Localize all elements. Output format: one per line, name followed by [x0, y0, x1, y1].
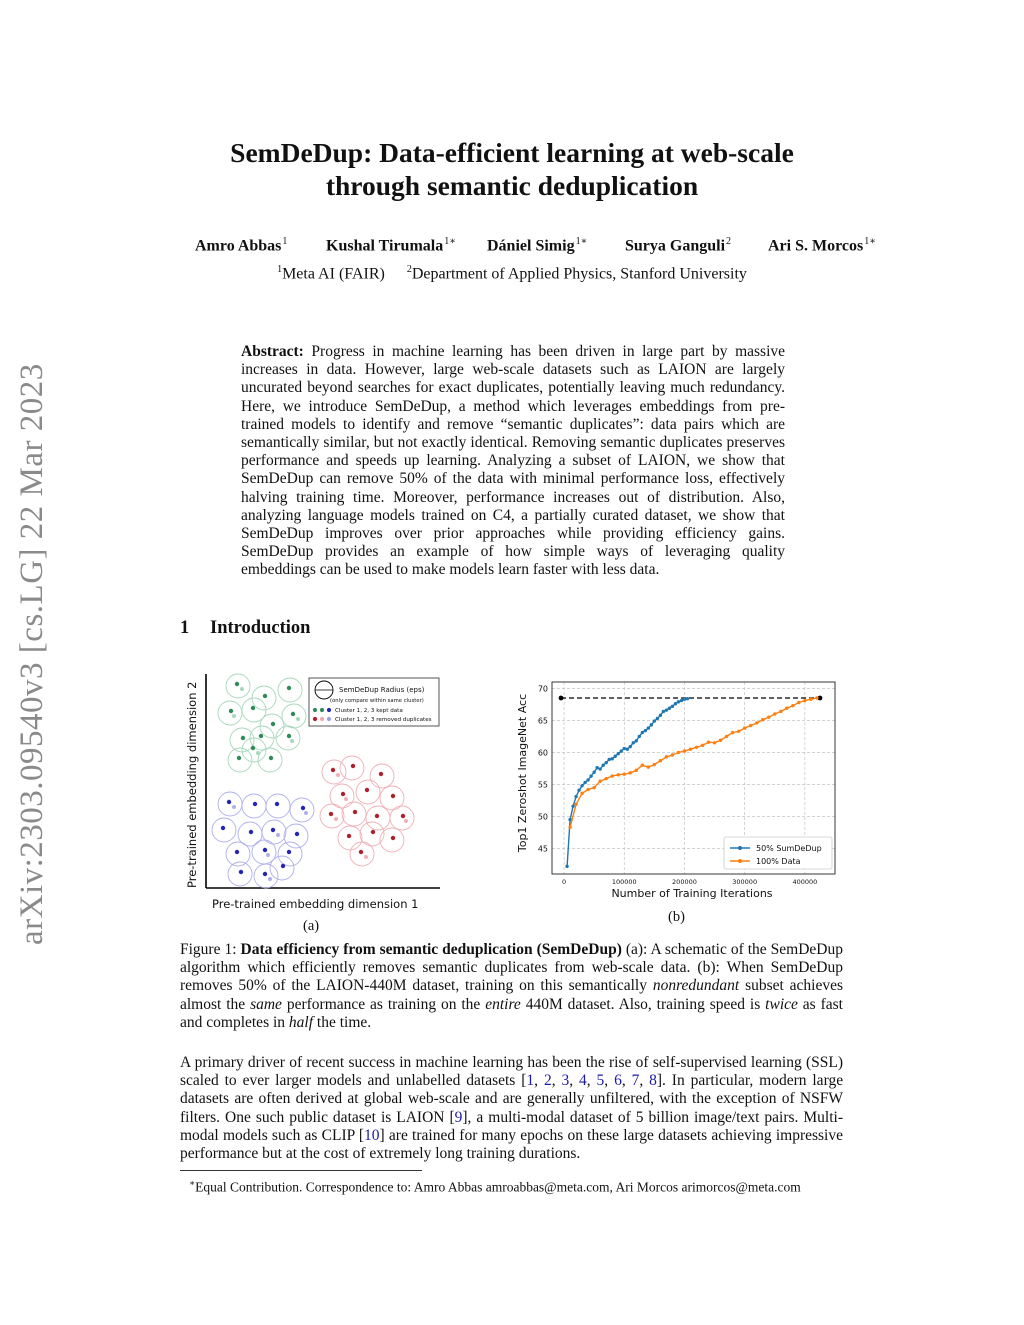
affiliations: $^1$Meta AI (FAIR) $^2$Department of Applied Physics, Stanford University [277, 264, 747, 283]
x-tick-label: 100000 [611, 878, 637, 886]
author: Kushal Tirumala$^{1∗}$ [326, 236, 457, 255]
data-point [629, 745, 632, 748]
data-point [598, 767, 601, 770]
chart-xlabel: Number of Training Iterations [611, 887, 773, 900]
legend-removed-dot [313, 717, 317, 721]
data-point [571, 804, 574, 807]
removed-point [268, 877, 272, 881]
data-point [797, 701, 800, 704]
kept-point [259, 734, 263, 738]
figure-b-chart [510, 670, 845, 905]
eps-radius-circle [278, 678, 302, 702]
kept-point [275, 802, 279, 806]
data-point [644, 729, 647, 732]
data-point [580, 784, 583, 787]
eps-radius-circle [254, 864, 278, 888]
kept-point [239, 870, 243, 874]
removed-point [290, 739, 294, 743]
data-point [761, 718, 764, 721]
kept-point [227, 800, 231, 804]
kept-point [251, 746, 255, 750]
kept-point [221, 826, 225, 830]
legend-label-2: 100% Data [756, 857, 801, 866]
data-point [686, 697, 689, 700]
title-line-2: through semantic deduplication [325, 170, 699, 201]
kept-point [287, 734, 291, 738]
removed-point [296, 717, 300, 721]
data-point [755, 721, 758, 724]
data-point [577, 788, 580, 791]
x-tick-label: 300000 [732, 878, 758, 886]
citation-link[interactable]: 8 [649, 1072, 657, 1090]
eps-radius-circle [270, 856, 294, 880]
subfigure-b-label: (b) [668, 909, 685, 925]
eps-radius-circle [380, 828, 404, 852]
data-point [632, 741, 635, 744]
data-point [809, 698, 812, 701]
kept-point [365, 788, 369, 792]
data-point [611, 757, 614, 760]
data-point [565, 865, 568, 868]
removed-point [344, 797, 348, 801]
author: Dániel Simig$^{1∗}$ [487, 236, 588, 255]
data-point [737, 730, 740, 733]
kept-point [331, 768, 335, 772]
data-point [620, 749, 623, 752]
data-point [683, 698, 686, 701]
kept-point [263, 872, 267, 876]
eps-radius-circle [322, 760, 346, 784]
legend-title: SemDeDup Radius (eps) [339, 686, 425, 694]
citation-link[interactable]: 10 [364, 1126, 380, 1144]
kept-point [351, 764, 355, 768]
data-point [719, 739, 722, 742]
affiliation: Meta AI (FAIR) [282, 265, 385, 283]
data-point [791, 704, 794, 707]
data-point [583, 781, 586, 784]
data-point [611, 774, 614, 777]
data-point [614, 755, 617, 758]
x-tick-label: 0 [561, 878, 567, 886]
data-point [662, 710, 665, 713]
data-point [767, 716, 770, 719]
y-tick-label: 50 [537, 812, 548, 822]
kept-point [291, 712, 295, 716]
data-point [665, 755, 668, 758]
eps-radius-circle [390, 806, 414, 830]
fig-a-legend [309, 678, 439, 726]
citation-link[interactable]: 3 [561, 1072, 570, 1090]
kept-point [359, 850, 363, 854]
data-point [725, 735, 728, 738]
data-point [626, 748, 629, 751]
data-point [589, 774, 592, 777]
affiliation: Department of Applied Physics, Stanford University [411, 265, 747, 283]
kept-point [249, 830, 253, 834]
footnote: ∗Equal Contribution. Correspondence to: Amro Abbas amroabbas@meta.com, Ari Morcos arimorcos@meta.com [189, 1178, 801, 1195]
kept-point [263, 848, 267, 852]
x-tick-label: 200000 [672, 878, 697, 886]
reference-point [559, 696, 564, 701]
fig-a-xlabel: Pre-trained embedding dimension 1 [212, 897, 419, 911]
section-heading: 1 Introduction [180, 618, 311, 638]
data-point [689, 748, 692, 751]
kept-point [371, 830, 375, 834]
eps-radius-circle [284, 824, 308, 848]
eps-radius-circle [276, 726, 300, 750]
removed-point [334, 817, 338, 821]
data-point [629, 771, 632, 774]
data-point [635, 739, 638, 742]
kept-point [391, 836, 395, 840]
kept-point [271, 828, 275, 832]
eps-radius-circle [258, 748, 282, 772]
data-point [641, 764, 644, 767]
kept-point [295, 832, 299, 836]
data-point [598, 780, 601, 783]
data-point [601, 764, 604, 767]
data-point [707, 740, 710, 743]
data-point [659, 714, 662, 717]
kept-point [235, 850, 239, 854]
legend-kept-dot [313, 708, 317, 712]
title-line-1: SemDeDup: Data-efficient learning at web-scale [230, 137, 794, 168]
legend-removed-label: Cluster 1, 2, 3 removed duplicates [335, 717, 432, 723]
y-tick-label: 60 [537, 748, 548, 758]
chart-ylabel: Top1 Zeroshot ImageNet Acc [516, 693, 529, 853]
kept-point [401, 814, 405, 818]
citation-link[interactable]: 7 [631, 1072, 640, 1090]
legend-label-1: 50% SumDeDup [756, 844, 822, 853]
kept-point [281, 864, 285, 868]
eps-radius-circle [342, 802, 366, 826]
data-point [677, 751, 680, 754]
figure-a-schematic [182, 668, 447, 918]
eps-radius-circle [266, 794, 290, 818]
eps-radius-circle [242, 794, 266, 818]
data-point [695, 746, 698, 749]
data-point [665, 708, 668, 711]
y-tick-label: 70 [537, 684, 548, 694]
data-point [653, 719, 656, 722]
data-point [574, 803, 577, 806]
data-point [623, 747, 626, 750]
eps-radius-circle [282, 704, 306, 728]
kept-point [263, 694, 267, 698]
data-point [604, 761, 607, 764]
data-point [641, 731, 644, 734]
eps-radius-circle [290, 798, 314, 822]
data-point [773, 712, 776, 715]
kept-point [301, 806, 305, 810]
removed-point [276, 833, 280, 837]
data-point [638, 735, 641, 738]
citation-link[interactable]: 4 [579, 1072, 587, 1090]
kept-point [329, 812, 333, 816]
data-point [586, 788, 589, 791]
eps-radius-circle [320, 804, 344, 828]
footnote-rule [180, 1170, 422, 1171]
data-point [683, 749, 686, 752]
data-point [779, 710, 782, 713]
data-point [743, 726, 746, 729]
data-point [586, 778, 589, 781]
kept-point [235, 682, 239, 686]
data-point [595, 766, 598, 769]
chart-legend [724, 837, 832, 869]
figure-caption: Figure 1: Data efficiency from semantic deduplication (SemDeDup) (a): A schematic of the SemDeDup algorithm which efficiently removes semantic duplicates from web-scale data. (b): When SemDeDup removes 50% of the LAION-440M dataset, training on this semantically nonredundant subset achieves almost the same performance as training on the entire 440M dataset. Also, training speed is twice as fast and completes in half the time. [180, 941, 844, 1031]
kept-point [347, 834, 351, 838]
author: Ari S. Morcos$^{1∗}$ [768, 236, 877, 255]
kept-point [229, 709, 233, 713]
kept-point [353, 810, 357, 814]
data-point [608, 758, 611, 761]
removed-point [266, 853, 270, 857]
eps-radius-circle [356, 780, 380, 804]
removed-point [364, 855, 368, 859]
data-point [701, 744, 704, 747]
citation-link[interactable]: 6 [614, 1072, 622, 1090]
eps-radius-circle [340, 756, 364, 780]
data-point [731, 731, 734, 734]
data-point [623, 772, 626, 775]
kept-point [269, 756, 273, 760]
y-tick-label: 65 [537, 716, 548, 726]
citation-link[interactable]: 1 [526, 1072, 535, 1090]
data-point [668, 707, 671, 710]
data-point [671, 753, 674, 756]
removed-point [304, 811, 308, 815]
data-point [617, 752, 620, 755]
data-point [749, 724, 752, 727]
data-point [617, 773, 620, 776]
data-point [592, 771, 595, 774]
data-point [713, 741, 716, 744]
eps-radius-circle [366, 806, 390, 830]
kept-point [271, 722, 275, 726]
data-point [574, 795, 577, 798]
data-point [680, 699, 683, 702]
eps-radius-circle [218, 701, 242, 725]
legend-kept-label: Cluster 1, 2, 3 kept data [335, 708, 403, 714]
data-point [568, 826, 571, 829]
data-point [653, 763, 656, 766]
author: Amro Abbas$^1$ [195, 236, 288, 255]
data-point [803, 699, 806, 702]
legend-subtitle: (only compare within same cluster) [330, 698, 424, 704]
y-tick-label: 55 [537, 780, 548, 790]
paper-title [0, 136, 1024, 202]
eps-radius-circle [350, 842, 374, 866]
kept-point [241, 736, 245, 740]
kept-point [237, 756, 241, 760]
data-point [659, 759, 662, 762]
removed-point [256, 751, 260, 755]
data-point [671, 705, 674, 708]
data-point [815, 696, 818, 699]
data-point [656, 717, 659, 720]
removed-point [404, 819, 408, 823]
data-point [650, 723, 653, 726]
citation-link[interactable]: 2 [543, 1072, 552, 1090]
eps-radius-circle [370, 764, 394, 788]
citation-link[interactable]: 9 [454, 1108, 463, 1126]
kept-point [379, 772, 383, 776]
data-point [580, 792, 583, 795]
x-tick-label: 400000 [792, 878, 818, 886]
kept-point [391, 794, 395, 798]
kept-point [251, 706, 255, 710]
eps-radius-circle [278, 842, 302, 866]
data-point [785, 707, 788, 710]
abstract-label: Abstract: [241, 343, 304, 360]
eps-radius-circle [218, 792, 242, 816]
data-point [647, 726, 650, 729]
kept-point [375, 814, 379, 818]
citation-link[interactable]: 5 [596, 1072, 605, 1090]
eps-radius-circle [212, 818, 236, 842]
kept-point [253, 802, 257, 806]
data-point [592, 786, 595, 789]
abstract [241, 343, 785, 580]
data-point [677, 700, 680, 703]
author-list [195, 236, 895, 258]
author: Surya Ganguli$^2$ [625, 236, 732, 255]
eps-radius-circle [226, 674, 250, 698]
removed-point [240, 687, 244, 691]
removed-point [336, 773, 340, 777]
kept-point [287, 850, 291, 854]
removed-point [232, 714, 236, 718]
kept-point [341, 792, 345, 796]
eps-radius-circle [338, 826, 362, 850]
intro-paragraph: A primary driver of recent success in machine learning has been the rise of self-supervised learning (SSL) scaled to ever larger models and unlabelled datasets [1, 2, 3, 4, 5, 6, 7, 8]. In particular, modern large datasets are often derived at global web-scale and are generally unfiltered, with the exception of NSFW filters. One such public dataset is LAION [9], a multi-modal dataset of 5 billion image/text pairs. Multi-modal models such as CLIP [10] are trained for many epochs on these large datasets achieving impressive performance but at the cost of extremely long training durations. [180, 1054, 844, 1163]
removed-point [232, 805, 236, 809]
arxiv-stamp: arXiv:2303.09540v3 [cs.LG] 22 Mar 2023 [14, 363, 50, 945]
y-tick-label: 45 [537, 844, 548, 854]
data-point [674, 702, 677, 705]
data-point [647, 765, 650, 768]
subfigure-a-label: (a) [303, 918, 320, 934]
data-point [635, 769, 638, 772]
abstract-text: Progress in machine learning has been driven in large part by massive increases in data. However, large web-scale datasets such as LAION are largely uncurated beyond searches for exact duplicates, potentially leaving much redundancy. Here, we introduce SemDeDup, a method which leverages embeddings from pre-trained models to identify and remove “semantic duplicates”: data pairs which are semantically similar, but not exactly identical. Removing semantic duplicates preserves performance and speeds up learning. Analyzing a subset of LAION, we show that SemDeDup can remove 50% of the data with minimal performance loss, effectively halving training time. Moreover, performance increases out of distribution. Also, analyzing language models trained on C4, a partially curated dataset, we show that SemDeDup improves over prior approaches while providing efficiency gains. SemDeDup provides an example of how simple ways of leveraging quality embeddings can be used to make models learn faster with less data. [241, 343, 785, 579]
data-point [604, 777, 607, 780]
fig-a-ylabel: Pre-trained embedding dimension 2 [185, 681, 199, 888]
kept-point [287, 686, 291, 690]
